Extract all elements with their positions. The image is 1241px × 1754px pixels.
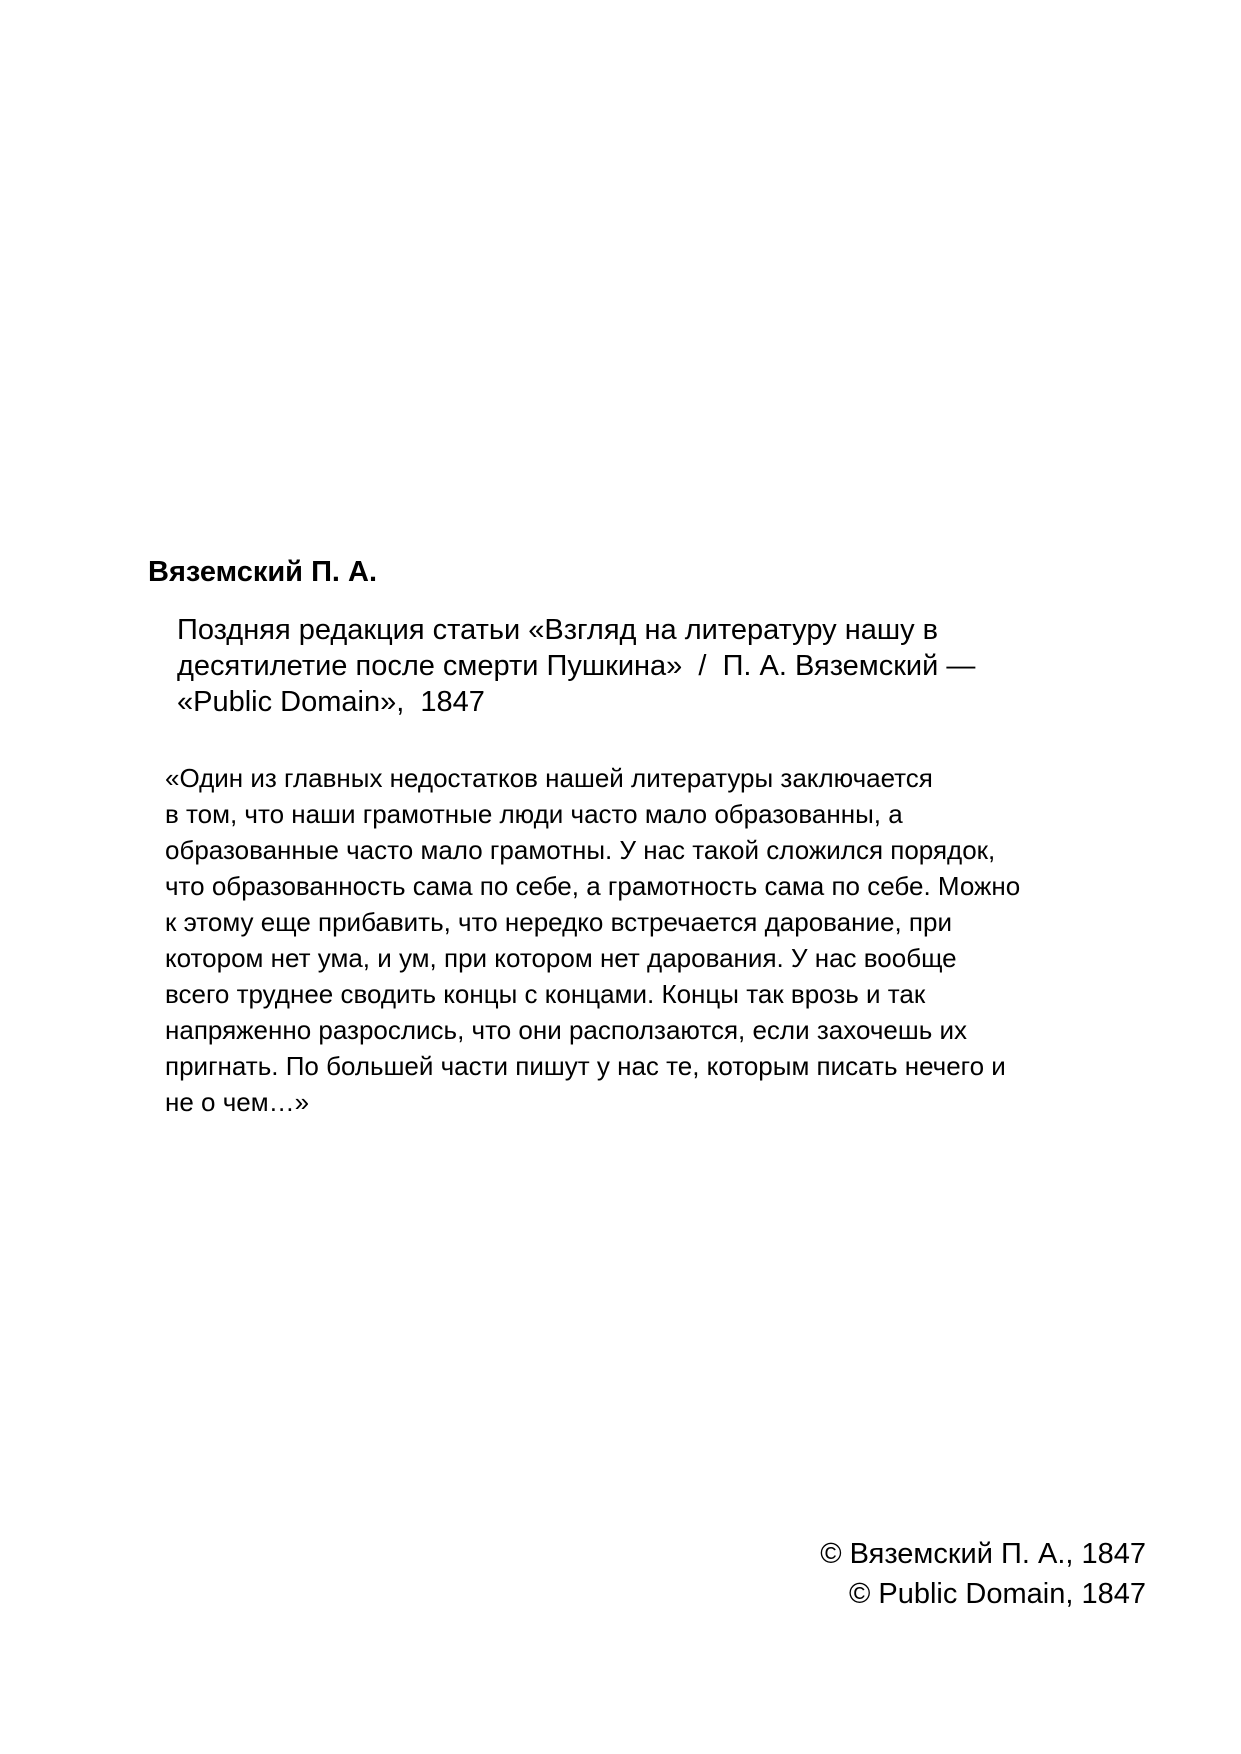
bibliography-line: Поздняя редакция статьи «Взгляд на литературу нашу в [177, 614, 939, 646]
bibliography-line: десятилетие после смерти Пушкина» / П. А. Вяземский — [177, 650, 976, 682]
annotation-line: в том, что наши грамотные люди часто мало образованны, а [165, 799, 903, 829]
annotation-line: «Один из главных недостатков нашей литературы заключается [165, 763, 933, 793]
copyright-line: © Вяземский П. А., 1847 [820, 1538, 1146, 1570]
annotation-line: образованные часто мало грамотны. У нас такой сложился порядок, [165, 835, 996, 865]
annotation-line: всего труднее сводить концы с концами. Концы так врозь и так [165, 979, 926, 1009]
annotation-line: напряженно разрослись, что они расползаются, если захочешь их [165, 1015, 967, 1045]
copyright-notice [820, 1534, 1146, 1614]
annotation-line: к этому еще прибавить, что нередко встречается дарование, при [165, 907, 952, 937]
bibliographic-description [177, 612, 975, 720]
annotation-line: что образованность сама по себе, а грамотность сама по себе. Можно [165, 871, 1021, 901]
annotation-line: не о чем…» [165, 1087, 310, 1117]
annotation-line: котором нет ума, и ум, при котором нет дарования. У нас вообще [165, 943, 957, 973]
author-name: Вяземский П. А. [148, 556, 378, 588]
annotation-quote [165, 760, 1020, 1120]
bibliography-line: «Public Domain», 1847 [177, 686, 485, 718]
copyright-line: © Public Domain, 1847 [848, 1578, 1146, 1610]
annotation-line: пригнать. По большей части пишут у нас те, которым писать нечего и [165, 1051, 1006, 1081]
